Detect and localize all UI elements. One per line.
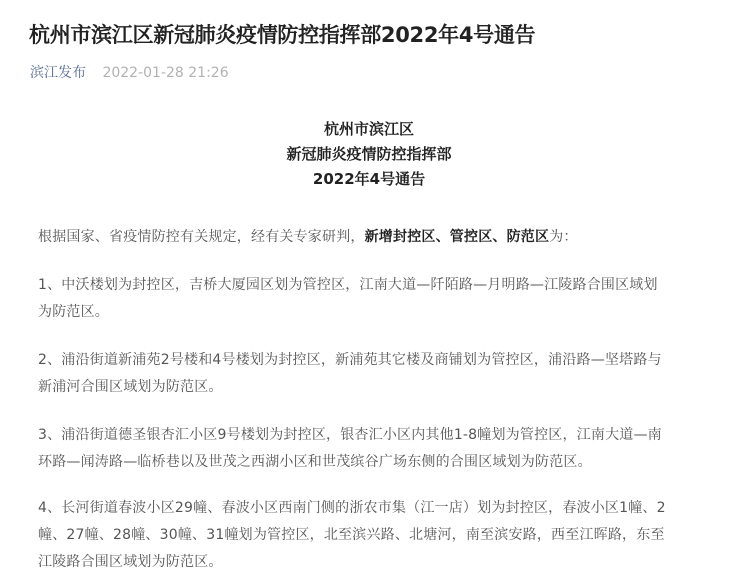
notice-header <box>0 117 738 192</box>
notice-item-line: 新浦河合围区域划为防范区。 <box>38 379 223 395</box>
notice-item-line: 幢、27幢、28幢、30幢、31幢划为管控区，北至滨兴路、北塘河，南至滨安路，西至江晖路，东至 <box>38 527 665 543</box>
publish-datetime: 2022-01-28 21:26 <box>102 65 229 81</box>
notice-item-line: 2、浦沿街道新浦苑2号楼和4号楼划为封控区，新浦苑其它楼及商铺划为管控区，浦沿路—坚塔路与 <box>38 352 662 368</box>
notice-item-3 <box>38 422 718 476</box>
notice-header-line2: 新冠肺炎疫情防控指挥部 <box>286 145 452 163</box>
notice-item-line: 3、浦沿街道德圣银杏汇小区9号楼划为封控区，银杏汇小区内其他1-8幢划为管控区，江南大道—南 <box>38 427 662 443</box>
account-name-link[interactable]: 滨江发布 <box>30 65 86 81</box>
notice-header-line1: 杭州市滨江区 <box>323 120 414 138</box>
notice-item-line: 江陵路合围区域划为防范区。 <box>38 554 223 570</box>
intro-line <box>38 224 718 251</box>
intro-highlight: 新增封控区、管控区、防范区 <box>364 229 550 245</box>
article-meta <box>30 60 229 86</box>
intro-text-after: 为： <box>549 229 578 245</box>
notice-item-2 <box>38 347 718 401</box>
notice-header-line3: 2022年4号通告 <box>312 170 426 188</box>
intro-text-before: 根据国家、省疫情防控有关规定，经有关专家研判， <box>38 229 365 245</box>
notice-item-1 <box>38 272 718 326</box>
notice-item-line: 为防范区。 <box>38 304 109 320</box>
notice-item-4 <box>38 495 718 576</box>
intro-paragraph <box>38 224 718 251</box>
notice-item-line: 环路—闻涛路—临桥巷以及世茂之西湖小区和世茂缤谷广场东侧的合围区域划为防范区。 <box>38 454 592 470</box>
notice-item-line: 4、长河街道春波小区29幢、春波小区西南门侧的浙农市集（江一店）划为封控区，春波小区1幢、2 <box>38 500 666 516</box>
article-title: 杭州市滨江区新冠肺炎疫情防控指挥部2022年4号通告 <box>29 23 536 47</box>
notice-item-line: 1、中沃楼划为封控区，吉桥大厦园区划为管控区，江南大道—阡陌路—月明路—江陵路合围区域划 <box>38 277 658 293</box>
